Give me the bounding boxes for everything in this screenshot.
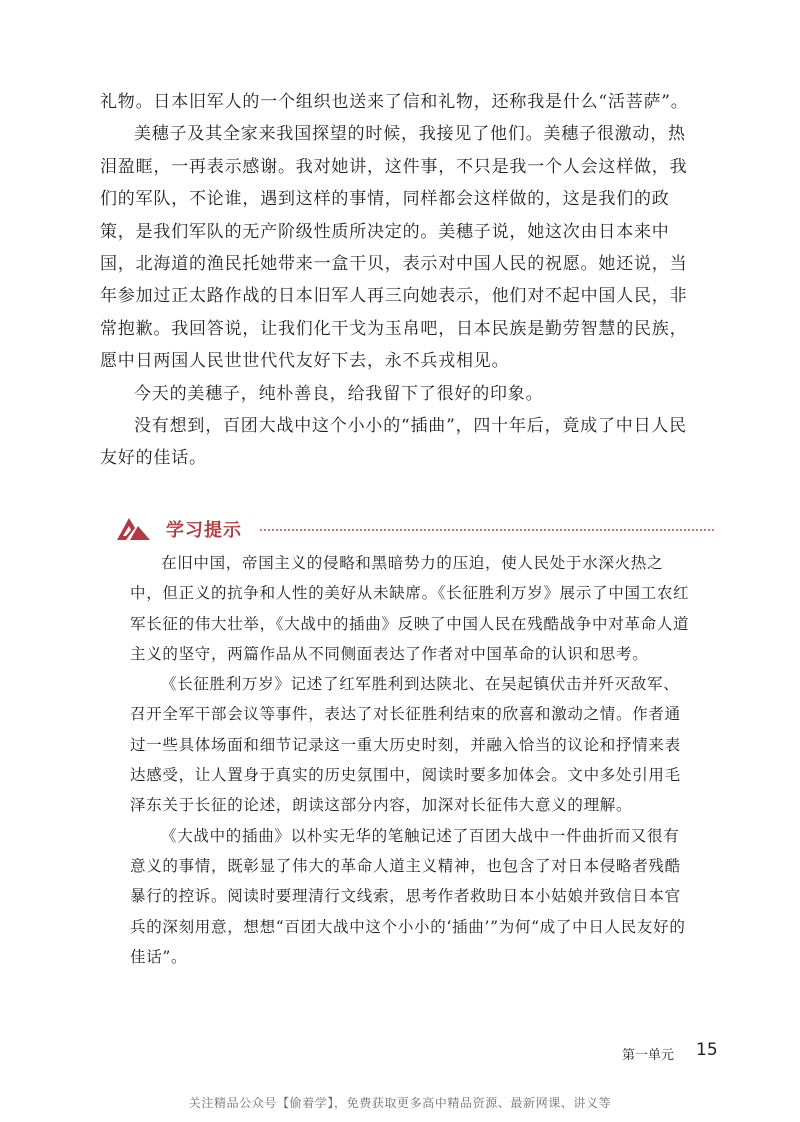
page-number: 15 [696, 1040, 718, 1060]
paragraph: 今天的美穗子，纯朴善良，给我留下了很好的印象。 [134, 383, 544, 404]
paragraph: 美穗子及其全家来我国探望的时候，我接见了他们。美穗子很激动，热泪盈眶，一再表示感谢。我对她讲，这件事，不只是我一个人会这样做，我们的军队，不论谁，遇到这样的事情，同样都会这样做的，这是我们的政策，是我们军队的无产阶级性质所决定的。美穗子说，她这次由日本来中国，北海道的渔民托她带来一盒干贝，表示对中国人民的祝愿。她还说，当年参加过正太路作战的日本旧军人再三向她表示，他们对不起中国人民，非常抱歉。我回答说，让我们化干戈为玉帛吧，日本民族是勤劳智慧的民族，愿中日两国人民世世代代友好下去，永不兵戎相见。 [100, 124, 688, 372]
paragraph: 没有想到，百团大战中这个小小的“插曲”，四十年后，竟成了中日人民友好的佳话。 [100, 416, 687, 469]
study-tips-text [130, 548, 690, 972]
dotted-divider [260, 529, 714, 531]
tip-paragraph: 《大战中的插曲》以朴实无华的笔触记述了百团大战中一件曲折而又很有意义的事情，既彰显了伟大的革命人道主义精神，也包含了对日本侵略者残酷暴行的控诉。阅读时要理清行文线索，思考作者救助日本小姑娘并致信日本官兵的深刻用意，想想“百团大战中这个小小的‘插曲’”为何“成了中日人民友好的佳话”。 [130, 826, 686, 966]
study-tips-header [114, 514, 714, 542]
tip-paragraph: 《长征胜利万岁》记述了红军胜利到达陕北、在吴起镇伏击并歼灭敌军、召开全军干部会议等事件，表达了对长征胜利结束的欣喜和激动之情。作者通过一些具体场面和细节记录这一重大历史时刻，并融入恰当的议论和抒情来表达感受，让人置身于真实的历史氛围中，阅读时要多加体会。文中多处引用毛泽东关于长征的论述，朗读这部分内容，加深对长征伟大意义的理解。 [130, 675, 681, 815]
tip-paragraph: 在旧中国，帝国主义的侵略和黑暗势力的压迫，使人民处于水深火热之中，但正义的抗争和人性的美好从未缺席。《长征胜利万岁》展示了中国工农红军长征的伟大壮举，《大战中的插曲》反映了中国人民在残酷战争中对革命人道主义的坚守，两篇作品从不同侧面表达了作者对中国革命的认识和思考。 [130, 554, 690, 663]
paragraph: 礼物。日本旧军人的一个组织也送来了信和礼物，还称我是什么“活菩萨”。 [100, 92, 689, 112]
unit-label: 第一单元 [622, 1048, 675, 1063]
main-text [100, 86, 700, 475]
study-tips-logo-icon [114, 514, 152, 542]
study-tips-title: 学习提示 [166, 520, 242, 541]
watermark-text: 关注精品公众号【偷着学】，免费获取更多高中精品资源、最新网课、讲义等 [188, 1096, 612, 1110]
